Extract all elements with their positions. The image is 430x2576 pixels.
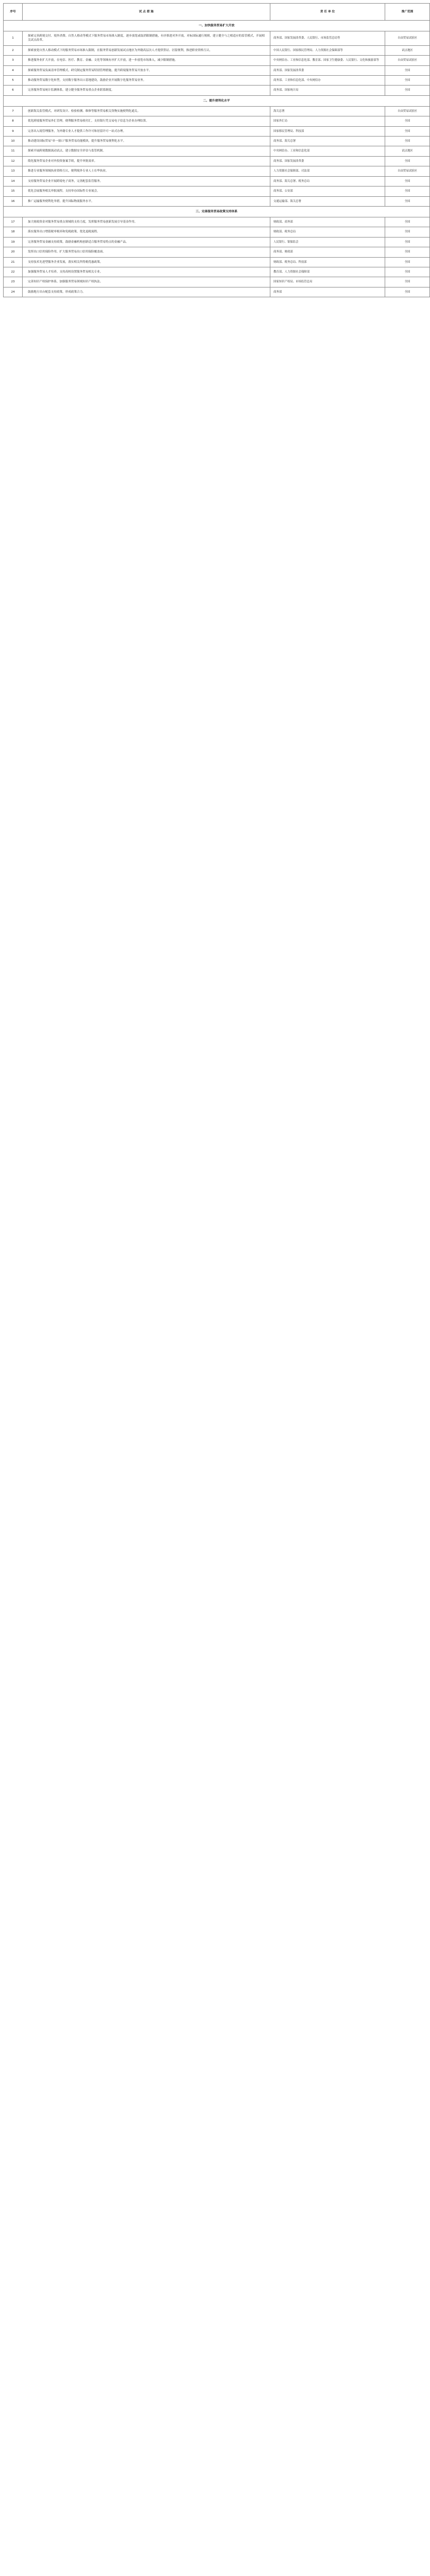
measure-text: 探索放宽自然人移动模式下的服务贸易市场准入限制，在服务贸易创新发展试点地区为外籍高层次人才提供签证、居留便利，推进职业资格互认。 bbox=[23, 45, 270, 55]
measure-text: 优化会展服务相关审批流程，支持举办国际性专业展会。 bbox=[23, 187, 270, 196]
measure-text: 支持服务贸易企业开展跨境电子商务，完善配套监管服务。 bbox=[23, 176, 270, 186]
table-row bbox=[4, 156, 430, 166]
table-row bbox=[4, 277, 430, 287]
table-row bbox=[4, 267, 430, 277]
scope-text: 全国 bbox=[385, 187, 430, 196]
table-row bbox=[4, 76, 430, 86]
row-number: 19 bbox=[4, 237, 23, 247]
row-number: 14 bbox=[4, 176, 23, 186]
responsible-unit: 教育部、人力资源社会保障部 bbox=[270, 267, 385, 277]
responsible-unit: 商务部、海关总署 bbox=[270, 137, 385, 146]
responsible-unit: 财政部、商务部 bbox=[270, 217, 385, 227]
responsible-unit: 中央网信办、工业和信息化部 bbox=[270, 146, 385, 156]
scope-text: 全国 bbox=[385, 76, 430, 86]
row-number: 12 bbox=[4, 156, 23, 166]
responsible-unit: 商务部、财政部 bbox=[270, 247, 385, 257]
measure-text: 优化跨境服务贸易外汇管理，便利服务贸易收付汇，支持银行凭交易电子信息为企业办理结算。 bbox=[23, 116, 270, 126]
header-unit: 责 任 单 位 bbox=[270, 4, 385, 21]
row-number: 18 bbox=[4, 227, 23, 237]
responsible-unit: 人力资源社会保障部、司法部 bbox=[270, 166, 385, 176]
table-row bbox=[4, 146, 430, 156]
section-title: 三、完善服务贸易政策支持体系 bbox=[4, 206, 430, 217]
responsible-unit: 财政部、税务总局 bbox=[270, 227, 385, 237]
table-row bbox=[4, 176, 430, 186]
responsible-unit: 商务部 bbox=[270, 287, 385, 297]
table-row bbox=[4, 237, 430, 247]
responsible-unit: 商务部、国家发展改革委 bbox=[270, 156, 385, 166]
table-row bbox=[4, 196, 430, 206]
row-number: 16 bbox=[4, 196, 23, 206]
measure-text: 发挥出口信用保险作用，扩大服务贸易出口信用保险覆盖面。 bbox=[23, 247, 270, 257]
table-row bbox=[4, 126, 430, 136]
scope-text: 全国 bbox=[385, 137, 430, 146]
scope-text: 全国 bbox=[385, 217, 430, 227]
row-number: 9 bbox=[4, 126, 23, 136]
scope-text: 试点地区 bbox=[385, 45, 430, 55]
scope-text: 全国 bbox=[385, 156, 430, 166]
section-row bbox=[4, 206, 430, 217]
table-body bbox=[4, 21, 430, 297]
measure-text: 探索服务贸易负面清单管理模式，研究制定服务贸易特别管理措施，提升跨境服务贸易开放水平。 bbox=[23, 65, 270, 75]
section-row bbox=[4, 21, 430, 31]
table-row bbox=[4, 116, 430, 126]
responsible-unit: 人民银行、银保监会 bbox=[270, 237, 385, 247]
scope-text: 全国 bbox=[385, 86, 430, 95]
table-row bbox=[4, 217, 430, 227]
responsible-unit: 商务部、工业和信息化部、中央网信办 bbox=[270, 76, 385, 86]
table-row bbox=[4, 137, 430, 146]
scope-text: 全国 bbox=[385, 267, 430, 277]
measure-text: 推进服务业扩大开放，在电信、医疗、教育、金融、文化等领域有序扩大开放，进一步放宽市场准入，减少限制措施。 bbox=[23, 56, 270, 65]
table-row bbox=[4, 257, 430, 267]
measures-document bbox=[3, 3, 417, 297]
row-number: 10 bbox=[4, 137, 23, 146]
measure-text: 推动建设国际贸易“单一窗口”服务贸易功能模块，提升服务贸易便利化水平。 bbox=[23, 137, 270, 146]
responsible-unit: 交通运输部、海关总署 bbox=[270, 196, 385, 206]
section-row bbox=[4, 95, 430, 106]
measure-text: 支持技术先进型服务企业发展，落实相关所得税优惠政策。 bbox=[23, 257, 270, 267]
row-number: 20 bbox=[4, 247, 23, 257]
row-number: 22 bbox=[4, 267, 23, 277]
measure-text: 简化服务贸易企业对外投资备案手续，提升审批效率。 bbox=[23, 156, 270, 166]
responsible-unit: 财政部、税务总局、科技部 bbox=[270, 257, 385, 267]
scope-text: 全国 bbox=[385, 227, 430, 237]
responsible-unit: 商务部、海关总署、税务总局 bbox=[270, 176, 385, 186]
scope-text: 全国 bbox=[385, 257, 430, 267]
responsible-unit: 国家外汇局 bbox=[270, 116, 385, 126]
row-number: 15 bbox=[4, 187, 23, 196]
table-row bbox=[4, 65, 430, 75]
row-number: 3 bbox=[4, 56, 23, 65]
section-title: 二、提升便利化水平 bbox=[4, 95, 430, 106]
scope-text: 试点地区 bbox=[385, 146, 430, 156]
section-title: 一、加快服务贸易扩大开放 bbox=[4, 21, 430, 31]
measure-text: 加大财政资金对服务贸易重点领域的支持力度，发挥服务贸易创新发展引导基金作用。 bbox=[23, 217, 270, 227]
row-number: 17 bbox=[4, 217, 23, 227]
scope-text: 全国 bbox=[385, 277, 430, 287]
responsible-unit: 中央网信办、工业和信息化部、教育部、国家卫生健康委、人民银行、文化和旅游部等 bbox=[270, 56, 385, 65]
scope-text: 全国 bbox=[385, 176, 430, 186]
scope-text: 自由贸易试验区 bbox=[385, 166, 430, 176]
header-measure: 试 点 措 施 bbox=[23, 4, 270, 21]
header-no: 序号 bbox=[4, 4, 23, 21]
row-number: 1 bbox=[4, 31, 23, 46]
table-row bbox=[4, 45, 430, 55]
row-number: 24 bbox=[4, 287, 23, 297]
measure-text: 鼓励地方出台配套支持政策，形成政策合力。 bbox=[23, 287, 270, 297]
measure-text: 加强服务贸易人才培养，支持高校设置服务贸易相关专业。 bbox=[23, 267, 270, 277]
measure-text: 落实服务出口增值税零税率和免税政策，优化退税流程。 bbox=[23, 227, 270, 237]
responsible-unit: 国家知识产权局、市场监管总局 bbox=[270, 277, 385, 287]
row-number: 11 bbox=[4, 146, 23, 156]
scope-text: 全国 bbox=[385, 287, 430, 297]
table-row bbox=[4, 187, 430, 196]
measure-text: 完善知识产权保护体系，加强服务贸易领域知识产权执法。 bbox=[23, 277, 270, 287]
table-row bbox=[4, 56, 430, 65]
measure-text: 探索完善跨境交付、境外消费、自然人移动等模式下服务贸易市场准入制度，逐步放宽或取消限制措施，有序推进对外开放，对标国际通行规则，建立健全与之相适应的监管模式，开展相关试点改革。 bbox=[23, 31, 270, 46]
table-row bbox=[4, 106, 430, 116]
responsible-unit: 商务部、国家发展改革委 bbox=[270, 65, 385, 75]
responsible-unit: 商务部、公安部 bbox=[270, 187, 385, 196]
responsible-unit: 国家移民管理局、科技部 bbox=[270, 126, 385, 136]
table-row bbox=[4, 166, 430, 176]
measure-text: 完善出入境管理服务，为外籍专业人才提供工作许可和居留许可一站式办理。 bbox=[23, 126, 270, 136]
measure-text: 推广运输服务便利化举措，提升国际物流服务水平。 bbox=[23, 196, 270, 206]
row-number: 8 bbox=[4, 116, 23, 126]
row-number: 7 bbox=[4, 106, 23, 116]
measure-text: 推进专业服务领域执业资格互认，便利境外专业人士在华执业。 bbox=[23, 166, 270, 176]
row-number: 4 bbox=[4, 65, 23, 75]
row-number: 6 bbox=[4, 86, 23, 95]
scope-text: 自由贸易试验区 bbox=[385, 56, 430, 65]
scope-text: 全国 bbox=[385, 126, 430, 136]
row-number: 13 bbox=[4, 166, 23, 176]
table-row bbox=[4, 31, 430, 46]
row-number: 2 bbox=[4, 45, 23, 55]
measures-table bbox=[3, 3, 430, 297]
header-scope: 推广范围 bbox=[385, 4, 430, 21]
measure-text: 完善服务贸易金融支持政策，鼓励金融机构创新适合服务贸易特点的金融产品。 bbox=[23, 237, 270, 247]
table-row bbox=[4, 86, 430, 95]
scope-text: 全国 bbox=[385, 116, 430, 126]
scope-text: 自由贸易试验区 bbox=[385, 31, 430, 46]
table-row bbox=[4, 247, 430, 257]
row-number: 23 bbox=[4, 277, 23, 287]
table-row bbox=[4, 287, 430, 297]
measure-text: 探索开展跨境数据流动试点，建立数据安全评估与监管机制。 bbox=[23, 146, 270, 156]
scope-text: 全国 bbox=[385, 65, 430, 75]
table-header-row bbox=[4, 4, 430, 21]
scope-text: 全国 bbox=[385, 196, 430, 206]
responsible-unit: 海关总署 bbox=[270, 106, 385, 116]
scope-text: 全国 bbox=[385, 247, 430, 257]
responsible-unit: 中国人民银行、国家移民管理局、人力资源社会保障部等 bbox=[270, 45, 385, 55]
table-row bbox=[4, 227, 430, 237]
measure-text: 完善服务贸易统计监测体系，建立健全服务贸易重点企业联系制度。 bbox=[23, 86, 270, 95]
row-number: 21 bbox=[4, 257, 23, 267]
responsible-unit: 商务部、国家发展改革委、人民银行、市场监管总局等 bbox=[270, 31, 385, 46]
scope-text: 自由贸易试验区 bbox=[385, 106, 430, 116]
measure-text: 创新海关监管模式，对研发设计、检验检测、维修等服务贸易相关货物实施便利化通关。 bbox=[23, 106, 270, 116]
responsible-unit: 商务部、国家统计局 bbox=[270, 86, 385, 95]
scope-text: 全国 bbox=[385, 237, 430, 247]
row-number: 5 bbox=[4, 76, 23, 86]
measure-text: 推动服务贸易数字化转型，支持数字服务出口基地建设，鼓励企业开展数字化服务贸易业务。 bbox=[23, 76, 270, 86]
